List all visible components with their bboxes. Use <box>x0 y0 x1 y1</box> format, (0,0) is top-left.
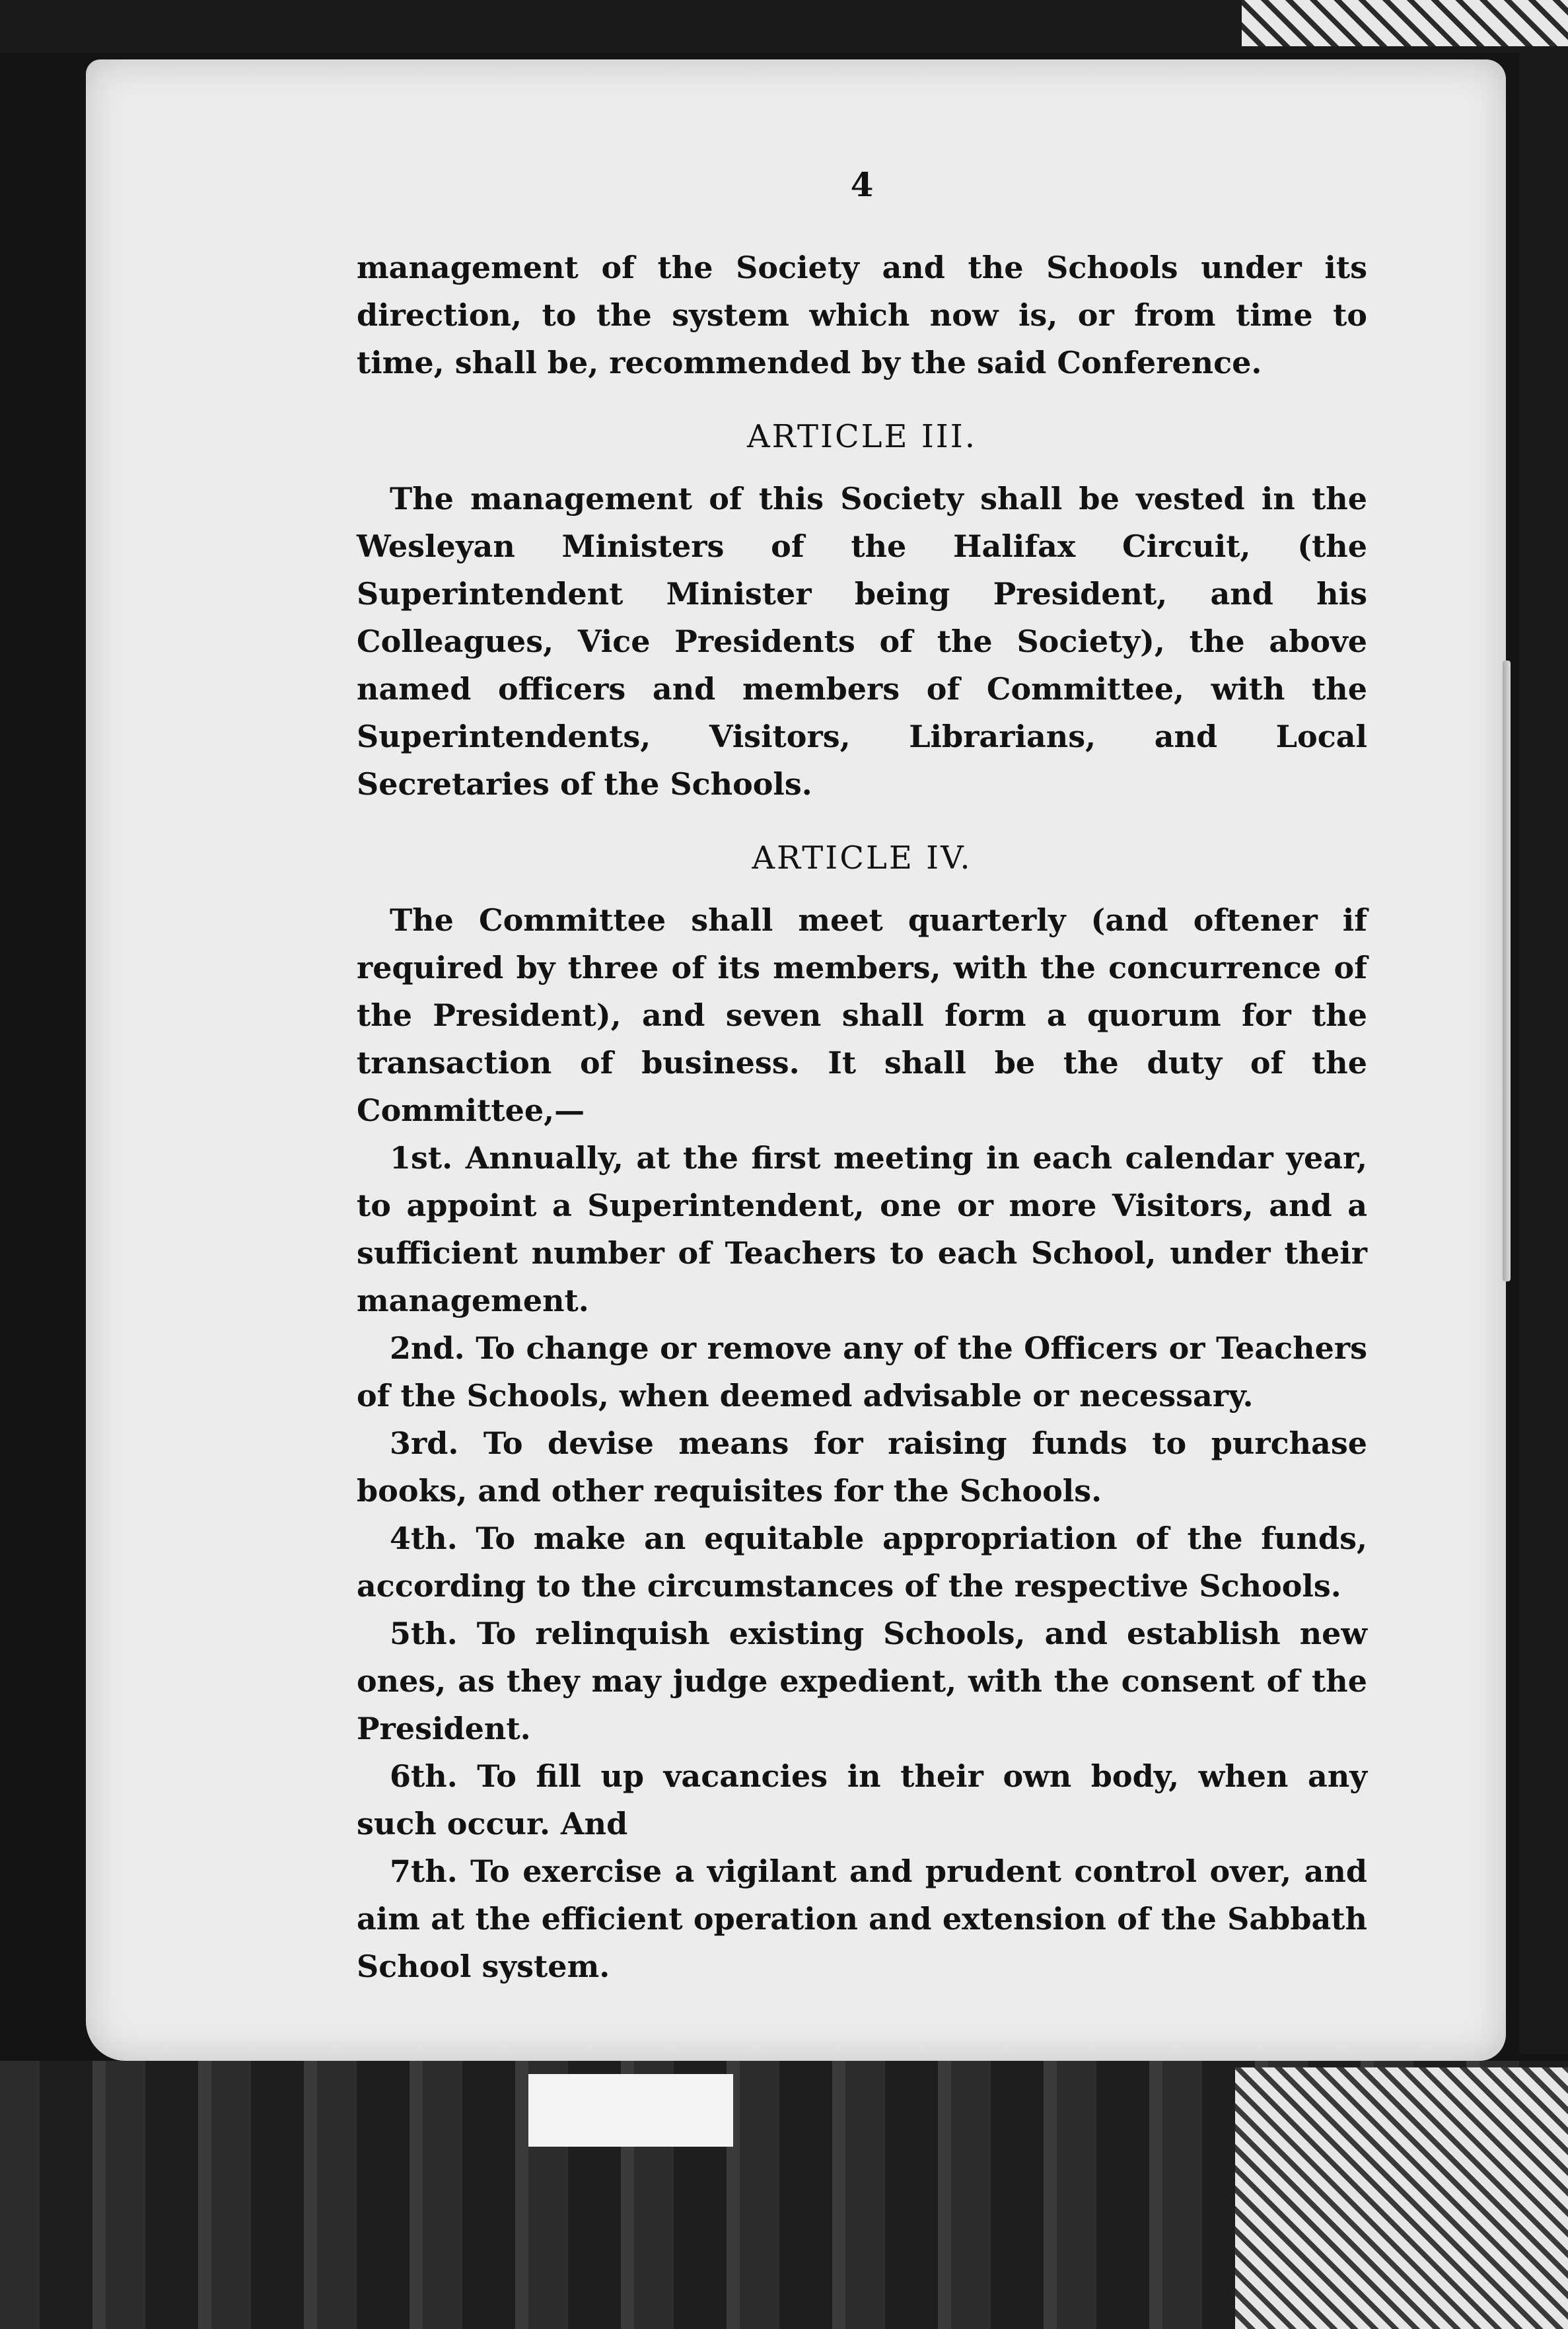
article-4-item: 5th. To relinquish existing Schools, and establish new ones, as they may judge expedient, with the consent of the President. <box>357 1616 1367 1746</box>
article-3-heading: ARTICLE III. <box>747 418 977 455</box>
article-4-item: 1st. Annually, at the first meeting in each calendar year, to appoint a Superintendent, one or more Visitors, and a sufficient number of Teachers to each School, under their management. <box>357 1140 1367 1318</box>
article-4-heading: ARTICLE IV. <box>752 840 972 877</box>
article-4-item: 7th. To exercise a vigilant and prudent control over, and aim at the efficient operation and extension of the Sabbath School system. <box>357 1853 1367 1984</box>
article-4-item: 6th. To fill up vacancies in their own body, when any such occur. And <box>357 1758 1367 1842</box>
article-4-item: 2nd. To change or remove any of the Officers or Teachers of the Schools, when deemed advisable or necessary. <box>357 1330 1367 1414</box>
page-binding-edge <box>1503 661 1511 1281</box>
adjacent-page-fragment-top <box>1242 0 1568 46</box>
page-text <box>357 165 1367 1990</box>
page-number: 4 <box>850 165 874 204</box>
article-4-intro: The Committee shall meet quarterly (and oftener if required by three of its members, with the concurrence of the President), and seven shall form a quorum for the transaction of business. It shall be the duty of the Committee,— <box>357 902 1367 1128</box>
scan-right-border <box>1519 46 1568 2054</box>
adjacent-page-fragment-bottom <box>1235 2067 1568 2329</box>
article-4-item: 3rd. To devise means for raising funds to purchase books, and other requisites for the Schools. <box>357 1425 1367 1509</box>
opening-paragraph: management of the Society and the Schools under its direction, to the system which now is, or from time to time, shall be, recommended by the said Conference. <box>357 250 1367 380</box>
label-patch <box>528 2074 733 2147</box>
article-4-item: 4th. To make an equitable appropriation of the funds, according to the circumstances of the respective Schools. <box>357 1521 1367 1604</box>
article-3-text: The management of this Society shall be vested in the Wesleyan Ministers of the Halifax Circuit, (the Superintendent Minister being President, and his Colleagues, Vice Presidents of the Society), the above named officers and members of Committee, with the Superintendents, Visitors, Librarians, and Local Secretaries of the Schools. <box>357 481 1367 802</box>
